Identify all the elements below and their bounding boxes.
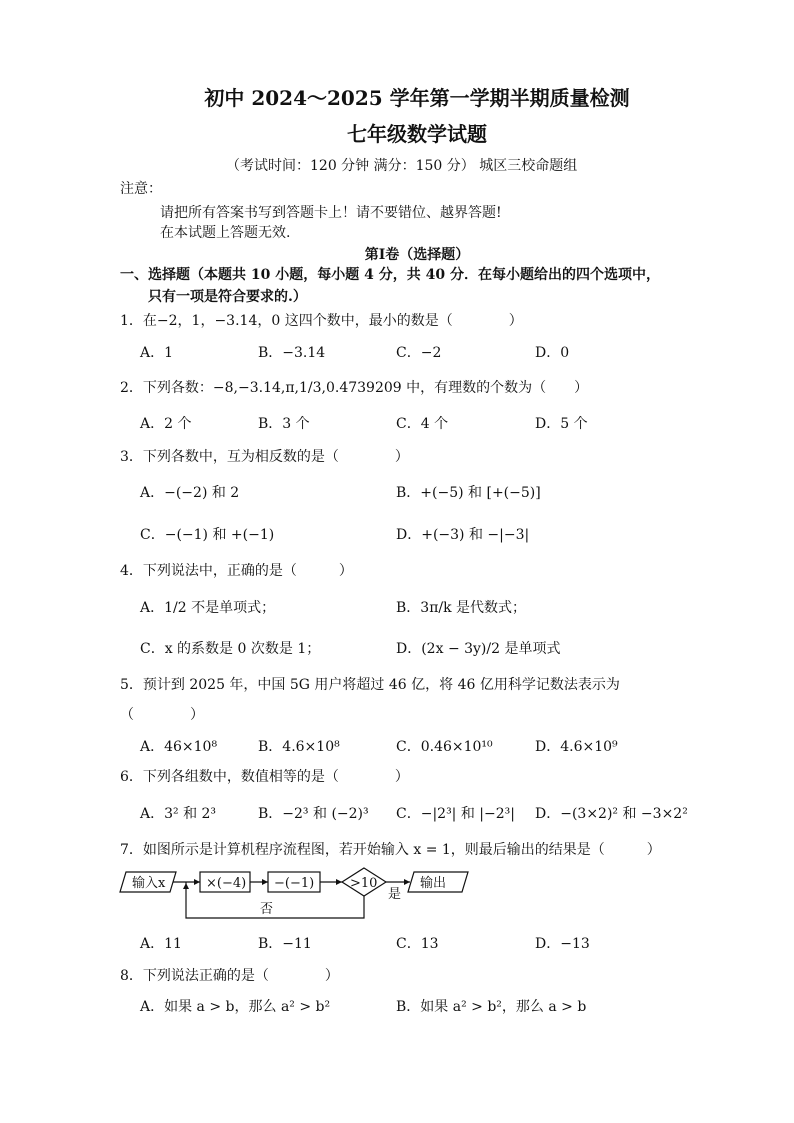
option: C．x 的系数是 0 次数是 1；	[140, 641, 321, 657]
option: A．11	[140, 936, 182, 952]
flow-no-label: 否	[260, 902, 274, 917]
option: C．13	[396, 936, 439, 952]
question-stem: 1．在−2，1，−3.14，0 这四个数中，最小的数是（ ）	[120, 313, 523, 329]
option: D．(2x − 3y)/2 是单项式	[396, 641, 561, 657]
question-stem: 8．下列说法正确的是（ ）	[120, 968, 339, 984]
option: C．−|2³| 和 |−2³|	[396, 806, 515, 822]
option: D．5 个	[535, 416, 588, 432]
option: D．+(−3) 和 −|−3|	[396, 527, 530, 543]
question-stem: 3．下列各数中，互为相反数的是（ ）	[120, 449, 409, 465]
notice-line: 在本试题上答题无效.	[160, 225, 291, 241]
section-heading: 一、选择题（本题共 10 小题，每小题 4 分，共 40 分．在每小题给出的四个选项中，	[120, 267, 660, 283]
notice-line: 请把所有答案书写到答题卡上！请不要错位、越界答题!	[160, 205, 502, 221]
flow-input-label: 输入x	[132, 876, 166, 891]
volume-heading: 第Ⅰ卷（选择题）	[364, 247, 470, 263]
option: C．−(−1) 和 +(−1)	[140, 527, 275, 543]
option: D．−(3×2)² 和 −3×2²	[535, 806, 688, 822]
exam-title: 初中 2024～2025 学年第一学期半期质量检测	[204, 86, 630, 110]
answer-blank: （ ）	[120, 707, 204, 723]
option: A．46×10⁸	[140, 739, 218, 755]
question-stem: 7．如图所示是计算机程序流程图，若开始输入 x = 1，则最后输出的结果是（ ）	[120, 842, 661, 858]
option: B．−2³ 和 (−2)³	[258, 806, 369, 822]
option: D．−13	[535, 936, 590, 952]
option: C．0.46×10¹⁰	[396, 739, 493, 755]
exam-info: （考试时间：120 分钟 满分：150 分） 城区三校命题组	[226, 158, 578, 174]
option: C．−2	[396, 345, 442, 361]
question-stem: 2．下列各数：−8,−3.14,π,1/3,0.4739209 中，有理数的个数为（ ）	[120, 380, 589, 396]
option: A．如果 a > b，那么 a² > b²	[140, 999, 331, 1015]
notice-label: 注意：	[120, 181, 162, 197]
option: A．1/2 不是单项式；	[140, 600, 276, 616]
option: B．3 个	[258, 416, 310, 432]
flow-yes-label: 是	[388, 887, 402, 902]
option: D．4.6×10⁹	[535, 739, 618, 755]
question-stem: 6．下列各组数中，数值相等的是（ ）	[120, 769, 409, 785]
option: C．4 个	[396, 416, 449, 432]
option: B．−3.14	[258, 345, 326, 361]
option: A．1	[140, 345, 174, 361]
question-stem: 5．预计到 2025 年，中国 5G 用户将超过 46 亿，将 46 亿用科学记数法表示为	[120, 677, 620, 693]
flow-step1-label: ×(−4)	[206, 876, 247, 891]
option: B．如果 a² > b²，那么 a > b	[396, 999, 587, 1015]
flow-output-label: 输出	[420, 876, 447, 891]
option: D．0	[535, 345, 570, 361]
option: A．−(−2) 和 2	[140, 485, 240, 501]
option: B．4.6×10⁸	[258, 739, 340, 755]
option: A．3² 和 2³	[140, 806, 217, 822]
option: B．−11	[258, 936, 312, 952]
flow-step2-label: −(−1)	[274, 876, 315, 891]
option: A．2 个	[140, 416, 192, 432]
option: B．+(−5) 和 [+(−5)]	[396, 485, 541, 501]
section-heading-cont: 只有一项是符合要求的.）	[148, 289, 307, 305]
exam-subtitle: 七年级数学试题	[347, 122, 487, 146]
option: B．3π/k 是代数式；	[396, 600, 527, 616]
flow-condition-label: >10	[350, 876, 378, 891]
program-flowchart	[118, 866, 478, 926]
question-stem: 4．下列说法中，正确的是（ ）	[120, 563, 353, 579]
